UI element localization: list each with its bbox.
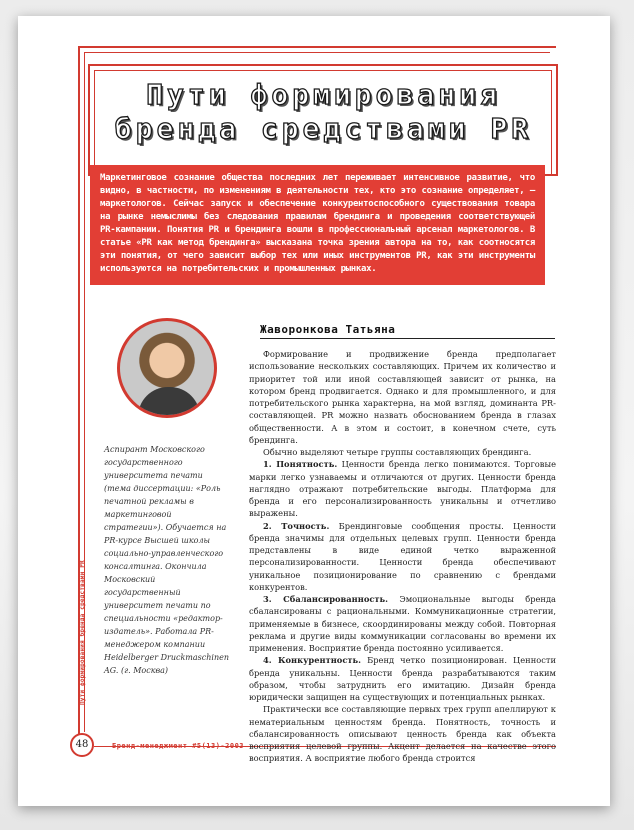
page-number: 48 [70, 733, 94, 757]
running-head-vertical: Пути формирования бренда средствами PR [79, 560, 86, 705]
author-bio: Аспирант Московского государственного университета печати (тема диссертации: «Роль печатной рекламы в маркетинговой стратегии»). Обучается на PR-курсе Высшей школы социально-управленческого консалтинга. Окончила Московский государственный университет печати по специальности «редактор-издатель». Работала PR-менеджером компании Heidelberger Druckmaschinen AG. (г. Москва) [104, 445, 229, 675]
author-underline [260, 338, 555, 339]
author-photo [117, 318, 217, 418]
body-paragraph: Формирование и продвижение бренда предполагает использование нескольких составляющих. Причем их количество и приоритет той или иной составляющей зависит от рынка, на котором бренд продвигается. Однако и для промышленного, и для потребительского рынка характерна, на мой взгляд, доминанта PR-составляющей. PR можно назвать обоснованием бренда в глазах общественности. А в этом и состоит, в конечном счете, суть брендинга. [249, 349, 556, 445]
body-paragraph [249, 654, 556, 703]
point-heading: 4. Конкурентность. [263, 655, 362, 666]
article-title [96, 78, 551, 146]
point-text: Брендинговые сообщения просты. Ценности бренда значимы для отдельных целевых групп. Ценности бренда представлены в виде единой четко выраженной персонализированности. Ценности бренда обеспечивают уникальное позиционирование по сравнению с брендами конкурентов. [249, 520, 556, 592]
footer-issue: Бренд-менеджмент #5(13)-2003 [112, 742, 245, 750]
point-text: Эмоциональные выгоды бренда сбалансированы с рациональными. Коммуникационные стратегии, применяемые в бизнесе, скоординированы между собой. Повторная реклама и другие виды коммуникации согласованы во времени их применения. Восприятие бренда постоянно усиливается. [249, 594, 556, 653]
point-text: Бренд четко позиционирован. Ценности бренда уникальны. Ценности бренда разрабатываются таким образом, чтобы затруднить его имитацию. Дизайн бренда юридически защищен на существующих и потенциальных рынках. [249, 655, 557, 702]
title-line-1: Пути формирования [146, 78, 501, 111]
author-name: Жаворонкова Татьяна [260, 323, 396, 336]
article-body [249, 348, 556, 765]
title-line-2: бренда средствами PR [114, 112, 533, 145]
body-paragraph [249, 520, 556, 594]
body-paragraph: Практически все составляющие первых трех групп апеллируют к нематериальным ценностям бренда. Понятность, точность и сбалансированность описывают ценность бренда как объекта восприятия целевой группы. Акцент делается на качестве этого восприятия. А восприятие любого бренда строится [249, 704, 556, 764]
frame-top-line [78, 46, 556, 48]
body-paragraph [249, 458, 556, 519]
body-paragraph: Обычно выделяют четыре группы составляющих брендинга. [263, 447, 532, 457]
point-heading: 1. Понятность. [263, 459, 338, 470]
lead-paragraph: Маркетинговое сознание общества последних лет переживает интенсивное развитие, что видно, в частности, по изменениям в деятельности тех, кто это сознание определяет, — маркетологов. Сейчас запуск и обеспечение конкурентоспособного существования товара на рынке немыслимы без следования правилам брендинга и проведения соответствующей PR-кампании. Понятия PR и брендинга вошли в профессиональный арсенал маркетологов. В статье «PR как метод брендинга» высказана точка зрения автора на то, как соотносятся эти понятия, от чего зависит выбор тех или иных инструментов PR, как эти инструменты используются на потребительских и промышленных рынках. [90, 165, 545, 285]
body-paragraph [249, 593, 556, 654]
point-heading: 3. Сбалансированность. [263, 594, 389, 604]
point-text: Ценности бренда легко понимаются. Торговые марки легко узнаваемы и отличаются от других. Ценности бренда наглядно отражают потребительские выгоды. Платформа для бренда и его персонализированность уникальны и отчетливо выражены. [249, 459, 556, 519]
frame-top-line-inner [84, 52, 550, 53]
point-heading: 2. Точность. [263, 520, 330, 531]
